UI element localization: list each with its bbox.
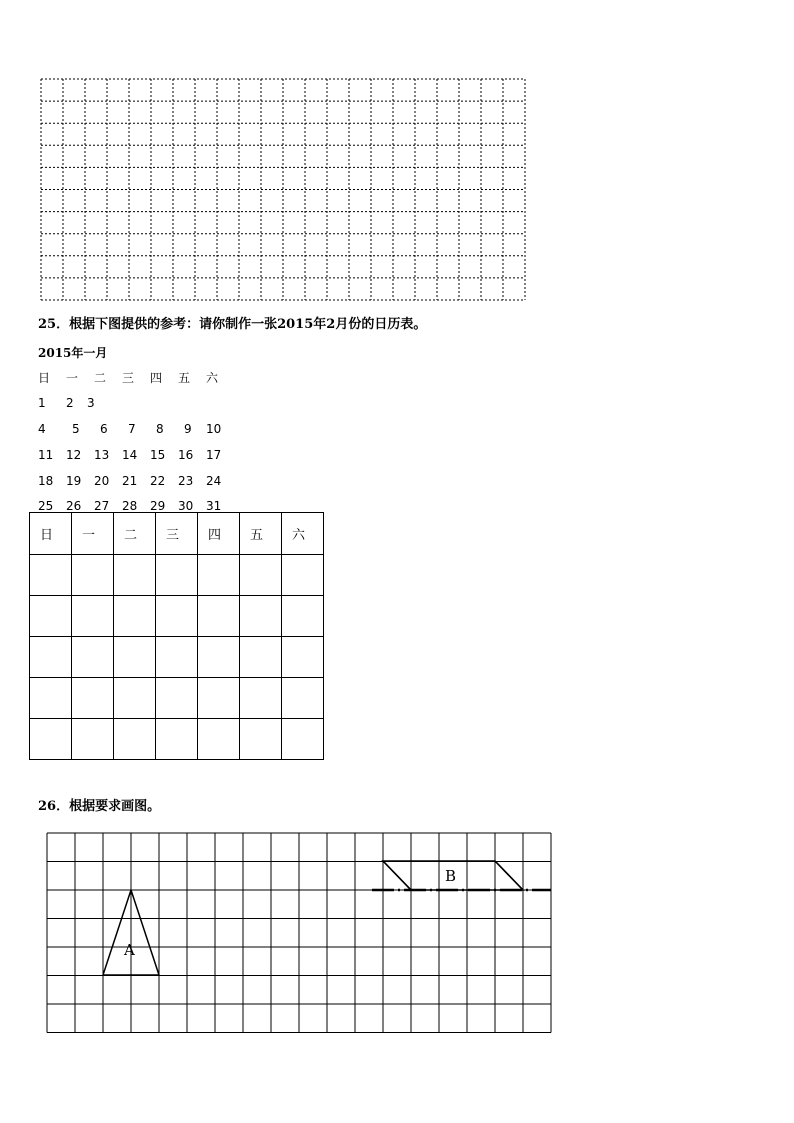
- date-cell: 17: [206, 448, 222, 462]
- date-cell: 18: [38, 474, 54, 488]
- calendar-empty-cell[interactable]: [156, 555, 198, 596]
- calendar-empty-cell[interactable]: [198, 596, 240, 637]
- calendar-empty-cell[interactable]: [30, 637, 72, 678]
- calendar-empty-cell[interactable]: [282, 678, 324, 719]
- reference-date-row: [0, 448, 794, 464]
- date-cell: 7: [128, 422, 136, 436]
- weekday-label: 一: [66, 371, 79, 385]
- calendar-empty-cell[interactable]: [282, 596, 324, 637]
- calendar-empty-cell[interactable]: [156, 637, 198, 678]
- date-cell: 16: [178, 448, 194, 462]
- date-cell: 29: [150, 499, 166, 513]
- date-cell: 23: [178, 474, 194, 488]
- calendar-empty-cell[interactable]: [240, 555, 282, 596]
- date-cell: 14: [122, 448, 138, 462]
- date-cell: 31: [206, 499, 222, 513]
- calendar-empty-cell[interactable]: [156, 719, 198, 760]
- reference-date-row: [0, 474, 794, 490]
- weekday-label: 五: [178, 371, 191, 385]
- calendar-empty-cell[interactable]: [156, 678, 198, 719]
- calendar-empty-cell[interactable]: [72, 596, 114, 637]
- date-cell: 25: [38, 499, 54, 513]
- date-cell: 19: [66, 474, 82, 488]
- date-cell: 9: [184, 422, 192, 436]
- date-cell: 26: [66, 499, 82, 513]
- calendar-empty-cell[interactable]: [72, 637, 114, 678]
- calendar-empty-cell[interactable]: [30, 719, 72, 760]
- calendar-empty-cell[interactable]: [198, 719, 240, 760]
- date-cell: 24: [206, 474, 222, 488]
- calendar-empty-cell[interactable]: [240, 719, 282, 760]
- calendar-empty-cell[interactable]: [114, 678, 156, 719]
- calendar-empty-cell[interactable]: [198, 678, 240, 719]
- diagonal-line: [495, 861, 523, 890]
- parallelogram-b[interactable]: [383, 861, 523, 890]
- date-cell: 13: [94, 448, 110, 462]
- calendar-empty-cell[interactable]: [30, 596, 72, 637]
- calendar-empty-cell[interactable]: [30, 555, 72, 596]
- calendar-empty-cell[interactable]: [240, 678, 282, 719]
- dotted-writing-grid: [0, 0, 794, 310]
- calendar-empty-cell[interactable]: [114, 555, 156, 596]
- calendar-header-cell: 一: [72, 513, 114, 555]
- triangle-a-label: A: [124, 941, 135, 959]
- calendar-header-cell: 四: [198, 513, 240, 555]
- calendar-empty-cell[interactable]: [72, 678, 114, 719]
- date-cell: 21: [122, 474, 138, 488]
- date-cell: 28: [122, 499, 138, 513]
- calendar-empty-row: [30, 596, 324, 637]
- date-cell: 5: [72, 422, 80, 436]
- parallelogram-b-label: B: [445, 867, 457, 885]
- question-26-title: 26．根据要求画图。: [38, 799, 161, 814]
- date-cell: 2: [66, 396, 74, 410]
- calendar-empty-cell[interactable]: [114, 719, 156, 760]
- calendar-empty-cell[interactable]: [156, 596, 198, 637]
- calendar-header-cell: 三: [156, 513, 198, 555]
- date-cell: 4: [38, 422, 46, 436]
- calendar-empty-cell[interactable]: [114, 596, 156, 637]
- date-cell: 22: [150, 474, 166, 488]
- date-cell: 30: [178, 499, 194, 513]
- weekday-label: 六: [206, 371, 219, 385]
- reference-date-row: [0, 499, 794, 513]
- calendar-empty-cell[interactable]: [72, 719, 114, 760]
- calendar-empty-row: [30, 637, 324, 678]
- date-cell: 27: [94, 499, 110, 513]
- calendar-empty-cell[interactable]: [114, 637, 156, 678]
- reference-date-row: [0, 422, 794, 438]
- date-cell: 1: [38, 396, 46, 410]
- square-grid: [47, 833, 551, 1033]
- date-cell: 3: [87, 396, 95, 410]
- calendar-header-cell: 六: [282, 513, 324, 555]
- reference-date-row: [0, 396, 794, 412]
- calendar-empty-cell[interactable]: [198, 637, 240, 678]
- date-cell: 6: [100, 422, 108, 436]
- calendar-header-cell: 二: [114, 513, 156, 555]
- reference-calendar-title: 2015年一月: [38, 346, 108, 360]
- calendar-header-cell: 日: [30, 513, 72, 555]
- calendar-empty-row: [30, 678, 324, 719]
- date-cell: 12: [66, 448, 82, 462]
- calendar-empty-row: [30, 555, 324, 596]
- reference-weekday-row: [0, 369, 794, 385]
- weekday-label: 三: [122, 371, 135, 385]
- date-cell: 15: [150, 448, 166, 462]
- calendar-empty-cell[interactable]: [240, 637, 282, 678]
- calendar-empty-cell[interactable]: [282, 555, 324, 596]
- calendar-header-row: [30, 513, 324, 555]
- calendar-empty-cell[interactable]: [72, 555, 114, 596]
- question-25-title: 25．根据下图提供的参考：请你制作一张2015年2月份的日历表。: [38, 317, 427, 332]
- weekday-label: 二: [94, 371, 107, 385]
- date-cell: 8: [156, 422, 164, 436]
- weekday-label: 日: [38, 371, 51, 385]
- calendar-empty-cell[interactable]: [198, 555, 240, 596]
- calendar-empty-cell[interactable]: [240, 596, 282, 637]
- diagonal-line: [383, 861, 411, 890]
- calendar-header-cell: 五: [240, 513, 282, 555]
- triangle-a[interactable]: [103, 890, 159, 975]
- blank-calendar-table: [29, 512, 324, 760]
- calendar-empty-row: [30, 719, 324, 760]
- date-cell: 20: [94, 474, 110, 488]
- calendar-empty-cell[interactable]: [30, 678, 72, 719]
- weekday-label: 四: [150, 371, 163, 385]
- date-cell: 10: [206, 422, 222, 436]
- calendar-empty-cell[interactable]: [282, 719, 324, 760]
- calendar-empty-cell[interactable]: [282, 637, 324, 678]
- date-cell: 11: [38, 448, 54, 462]
